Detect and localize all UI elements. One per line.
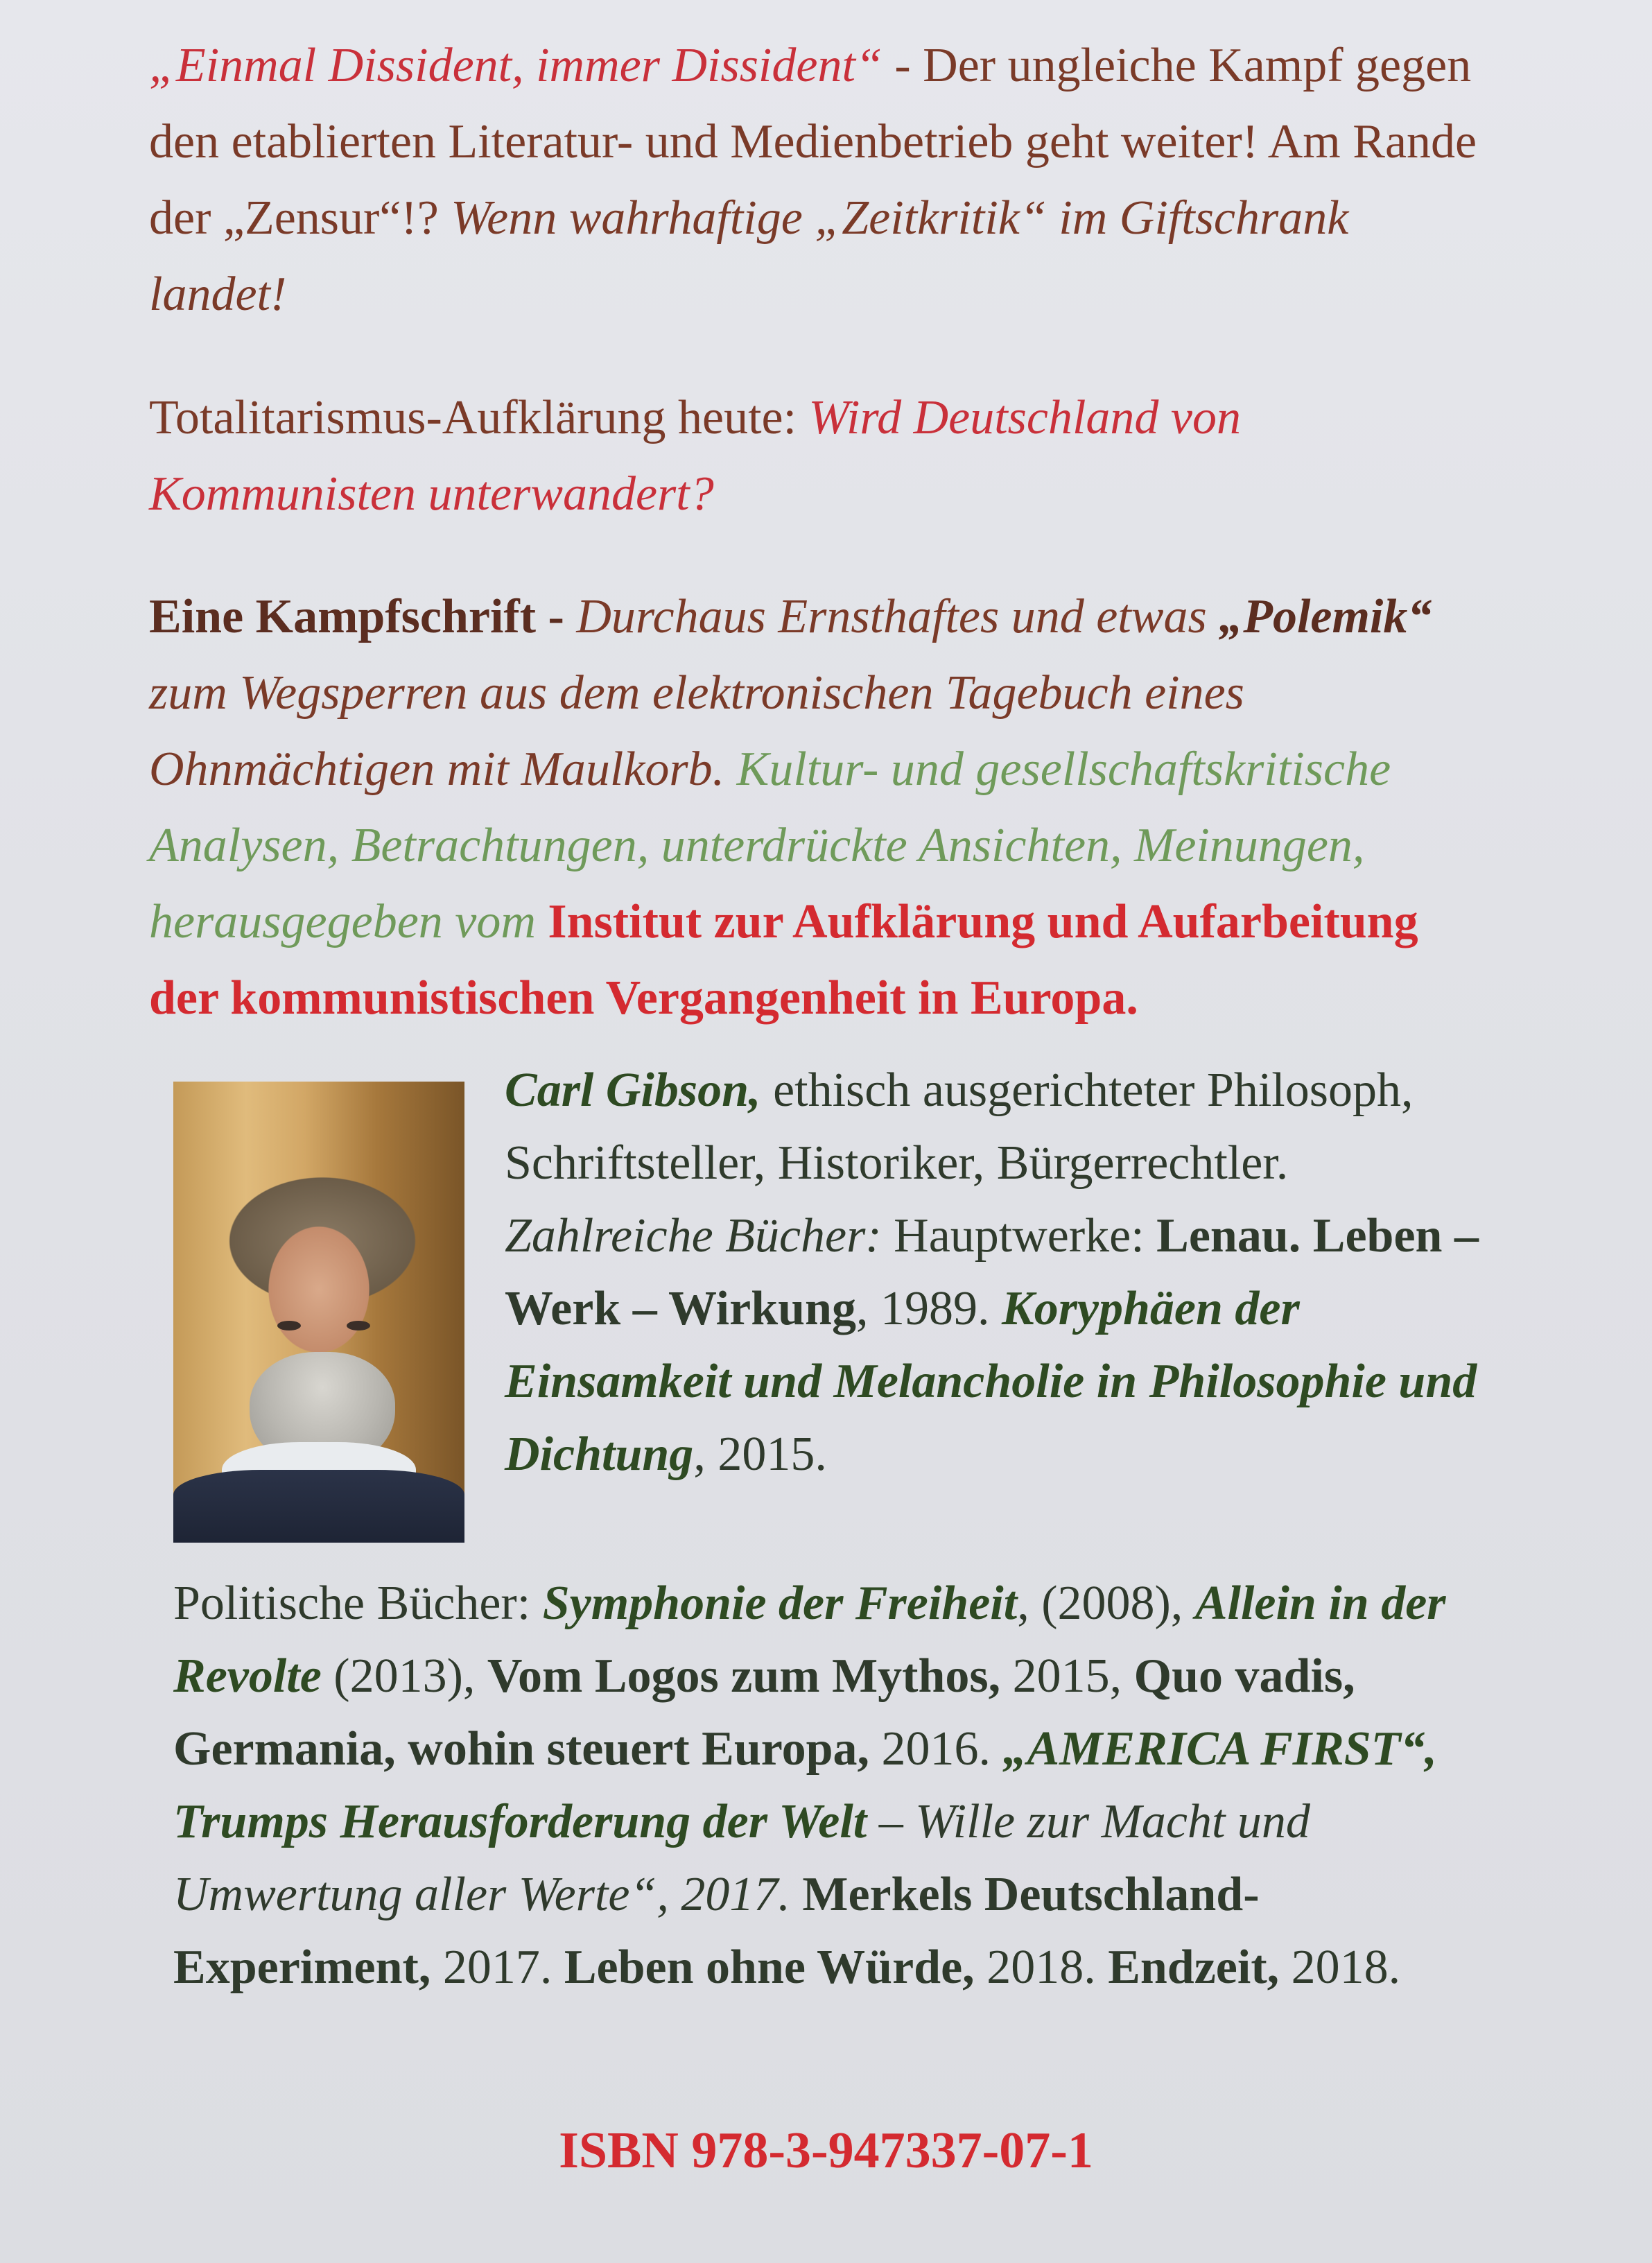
totalitarismus-question: Wird Deutschland von Kommunisten unterwandert? <box>149 391 1241 521</box>
author-name: Carl Gibson, <box>505 1064 761 1117</box>
intro-text: - Der ungleiche Kampf gegen den etablierten Literatur- und Medienbetrieb geht weiter! Am Rande der „Zensur“!? <box>149 39 1477 245</box>
bio-text: ethisch ausgerichteter Philosoph, Schriftsteller, Historiker, Bürgerrechtler. <box>505 1064 1414 1190</box>
books-space <box>790 1868 803 1921</box>
institute-name: Institut zur Aufklärung und Aufarbeitung der kommunistischen Vergangenheit in Europa. <box>149 895 1418 1025</box>
bio-koryphaeen-year: , 2015. <box>693 1428 827 1481</box>
kampfschrift-italic-1: Durchaus Ernsthaftes und etwas <box>576 590 1219 643</box>
book-quovadis-year: 2016. <box>869 1722 1003 1776</box>
book-allein-year: (2013), <box>321 1649 487 1703</box>
intro-italic: Wenn wahrhaftige „Zeitkritik“ im Giftschrank landet! <box>149 191 1349 321</box>
kampfschrift-heading: Eine Kampfschrift - <box>149 590 577 643</box>
polemik-word: „Polemik“ <box>1219 590 1432 643</box>
book-endzeit-year: 2018. <box>1279 1941 1401 1994</box>
book-america-dash: – <box>867 1795 916 1848</box>
book-endzeit: Endzeit, <box>1108 1941 1280 1994</box>
books-label: Politische Bücher: <box>173 1577 543 1630</box>
book-america-subtitle: Wille zur Macht und Umwertung aller Werte“, 2017. <box>173 1795 1310 1921</box>
book-allein: Allein in der Revolte <box>173 1577 1446 1703</box>
book-logos-year: 2015, <box>1000 1649 1134 1703</box>
book-america-first: „AMERICA FIRST“, Trumps Herausforderung der Welt <box>173 1722 1437 1848</box>
author-photo-jacket <box>173 1470 464 1543</box>
book-leben-ohne-wuerde: Leben ohne Würde, <box>564 1941 975 1994</box>
totalitarismus-paragraph <box>149 380 1480 532</box>
bio-lenau: Lenau. Leben – Werk – Wirkung <box>505 1209 1479 1335</box>
bio-zahlreiche: Zahlreiche Bücher: <box>505 1209 882 1263</box>
political-books <box>173 1567 1490 2004</box>
bio-hauptwerke: Hauptwerke: <box>881 1209 1157 1263</box>
book-symphonie-year: , (2008), <box>1017 1577 1195 1630</box>
book-merkel: Merkels Deutschland-Experiment, <box>173 1868 1260 1994</box>
book-quovadis: Quo vadis, Germania, wohin steuert Europa, <box>173 1649 1355 1776</box>
kampfschrift-paragraph <box>149 579 1480 1037</box>
bio-koryphaeen: Koryphäen der Einsamkeit und Melancholie in Philosophie und Dichtung <box>505 1282 1477 1481</box>
isbn-number: ISBN 978-3-947337-07-1 <box>559 2122 1093 2179</box>
author-photo-eye-left <box>277 1321 301 1330</box>
book-merkel-year: 2017. <box>431 1941 564 1994</box>
totalitarismus-text: Totalitarismus-Aufklärung heute: <box>149 391 809 444</box>
author-bio <box>505 1054 1489 1491</box>
author-photo <box>173 1082 464 1543</box>
dissident-quote: „Einmal Dissident, immer Dissident“ <box>149 39 882 92</box>
author-photo-eye-right <box>347 1321 370 1330</box>
kampfschrift-italic-2: zum Wegsperren aus dem elektronischen Tagebuch eines Ohnmächtigen mit Maulkorb. <box>149 666 1244 796</box>
bio-lenau-year: , 1989. <box>856 1282 1002 1335</box>
book-leben-year: 2018. <box>974 1941 1108 1994</box>
kampfschrift-green-italic: Kultur- und gesellschaftskritische Analysen, Betrachtungen, unterdrückte Ansichten, Meinungen, herausgegeben vom <box>149 743 1391 948</box>
intro-paragraph <box>149 28 1480 333</box>
book-symphonie: Symphonie der Freiheit <box>542 1577 1018 1630</box>
book-logos: Vom Logos zum Mythos, <box>487 1649 1001 1703</box>
